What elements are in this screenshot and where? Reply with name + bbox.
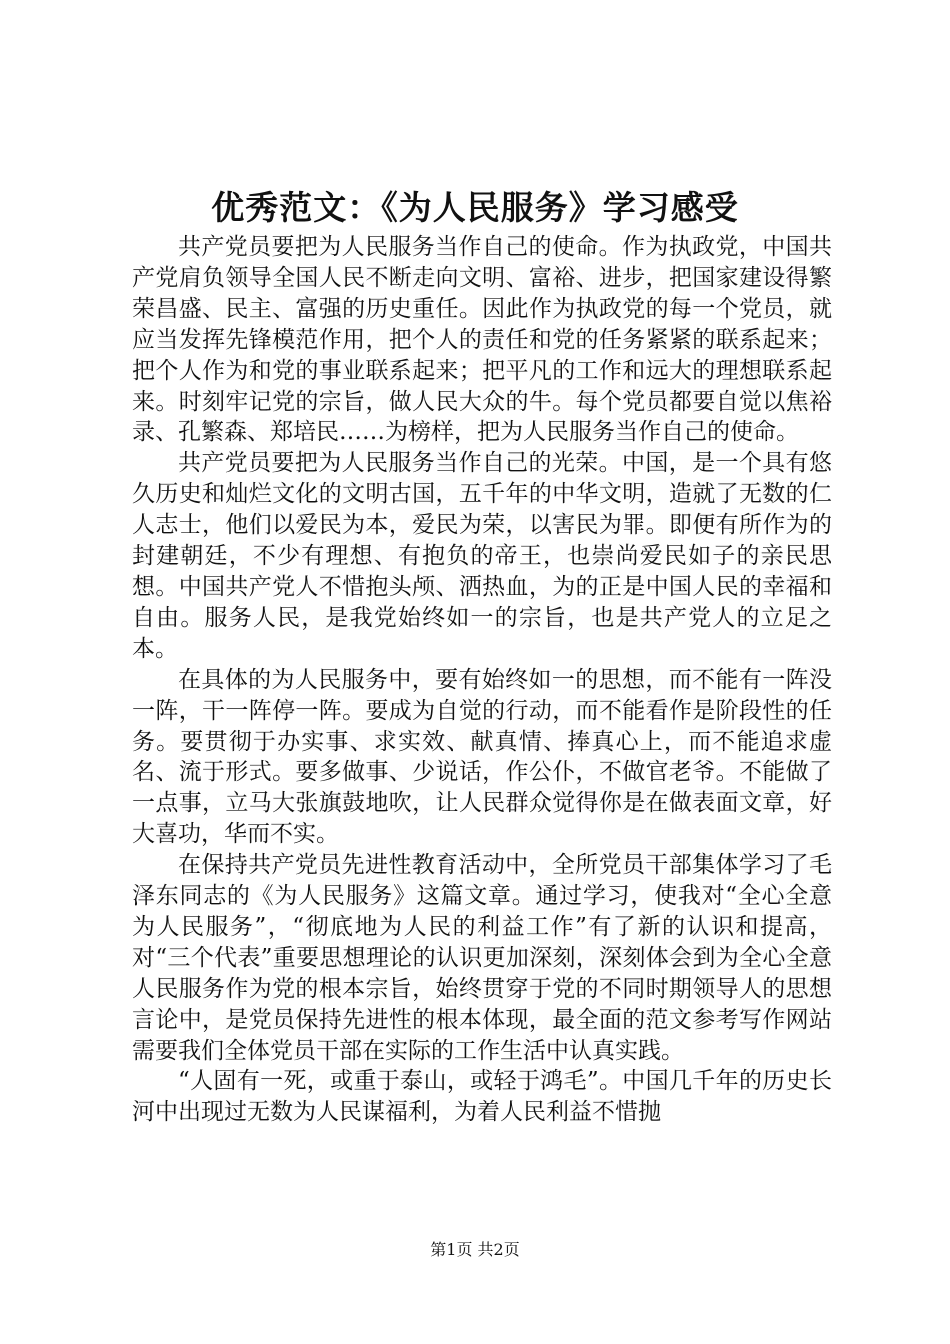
- paragraph: 共产党员要把为人民服务当作自己的光荣。中国，是一个具有悠久历史和灿烂文化的文明古国，五千年的中华文明，造就了无数的仁人志士，他们以爱民为本，爱民为荣，以害民为罪。即便有所作为的封建朝廷，不少有理想、有抱负的帝王，也崇尚爱民如子的亲民思想。中国共产党人不惜抱头颅、洒热血，为的正是中国人民的幸福和自由。服务人民，是我党始终如一的宗旨，也是共产党人的立足之本。: [132, 450, 832, 662]
- paragraph: 在保持共产党员先进性教育活动中，全所党员干部集体学习了毛泽东同志的《为人民服务》这篇文章。通过学习，使我对“全心全意为人民服务”，“彻底地为人民的利益工作”有了新的认识和提高，对“三个代表”重要思想理论的认识更加深刻，深刻体会到为全心全意人民服务作为党的根本宗旨，始终贯穿于党的不同时期领导人的思想言论中，是党员保持先进性的根本体现，最全面的范文参考写作网站需要我们全体党员干部在实际的工作生活中认真实践。: [132, 852, 832, 1064]
- paragraph: 共产党员要把为人民服务当作自己的使命。作为执政党，中国共产党肩负领导全国人民不断走向文明、富裕、进步，把国家建设得繁荣昌盛、民主、富强的历史重任。因此作为执政党的每一个党员，就应当发挥先锋模范作用，把个人的责任和党的任务紧紧的联系起来；把个人作为和党的事业联系起来；把平凡的工作和远大的理想联系起来。时刻牢记党的宗旨，做人民大众的牛。每个党员都要自觉以焦裕录、孔繁森、郑培民……为榜样，把为人民服务当作自己的使命。: [132, 234, 832, 446]
- page-number-footer: 第1页 共2页: [430, 1240, 520, 1259]
- document-title: 优秀范文：《为人民服务》学习感受: [211, 188, 739, 227]
- paragraph: 在具体的为人民服务中，要有始终如一的思想，而不能有一阵没一阵，干一阵停一阵。要成为自觉的行动，而不能看作是阶段性的任务。要贯彻于办实事、求实效、献真情、捧真心上，而不能追求虚名、流于形式。要多做事、少说话，作公仆，不做官老爷。不能做了一点事，立马大张旗鼓地吹，让人民群众觉得你是在做表面文章，好大喜功，华而不实。: [132, 666, 832, 848]
- document-body: [132, 232, 832, 1128]
- paragraph: “人固有一死，或重于泰山，或轻于鸿毛”。中国几千年的历史长河中出现过无数为人民谋福利，为着人民利益不惜抛: [132, 1068, 832, 1126]
